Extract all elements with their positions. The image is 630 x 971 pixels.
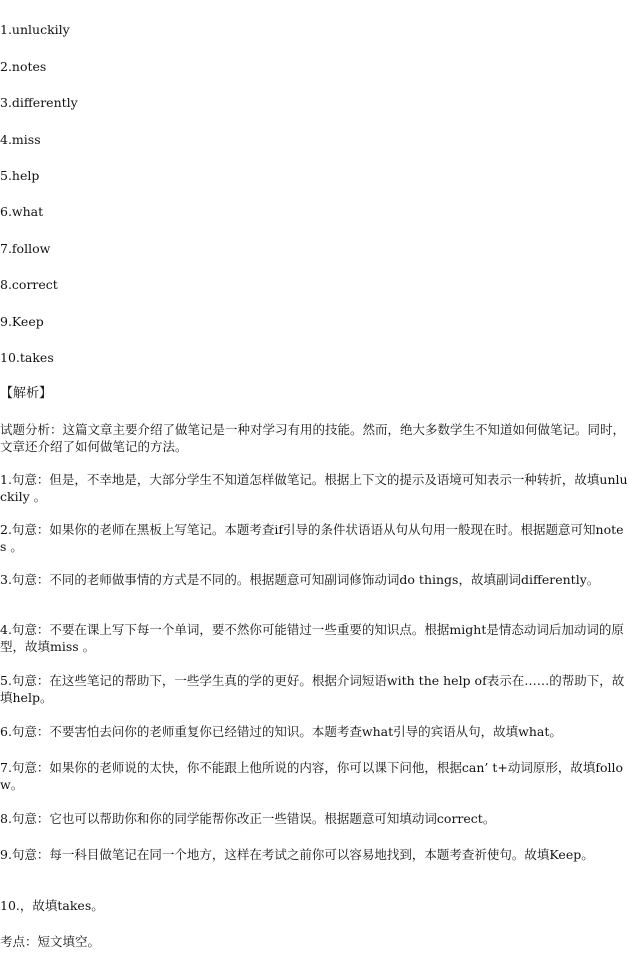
answer-9: 9.Keep [0,314,44,329]
analysis-heading: 【解析】 [0,386,53,401]
answer-3: 3.differently [0,95,78,110]
explanation-10: 10.，故填takes。 [0,898,104,913]
answer-5: 5.help [0,168,40,183]
explanation-1: 1.句意：但是，不幸地是，大部分学生不知道怎样做笔记。根据上下文的提示及语境可知表示一种转折，故填unluckily 。 [0,472,628,504]
explanation-4: 4.句意：不要在课上写下每一个单词，要不然你可能错过一些重要的知识点。根据might是情态动词后加动词的原型，故填miss 。 [0,622,624,654]
answer-10: 10.takes [0,350,54,365]
explanation-5: 5.句意：在这些笔记的帮助下，一些学生真的学的更好。根据介词短语with the help of表示在……的帮助下，故填help。 [0,673,625,705]
answer-8: 8.correct [0,277,58,292]
answer-7: 7.follow [0,241,51,256]
analysis-summary: 试题分析：这篇文章主要介绍了做笔记是一种对学习有用的技能。然而，绝大多数学生不知道如何做笔记。同时，文章还介绍了如何做笔记的方法。 [0,422,626,454]
explanation-3: 3.句意：不同的老师做事情的方式是不同的。根据题意可知副词修饰动词do things，故填副词differently。 [0,572,600,587]
explanation-8: 8.句意：它也可以帮助你和你的同学能帮你改正一些错误。根据题意可知填动词correct。 [0,811,496,826]
explanation-9: 9.句意：每一科目做笔记在同一个地方，这样在考试之前你可以容易地找到，本题考查祈使句。故填Keep。 [0,847,594,862]
explanation-2: 2.句意：如果你的老师在黑板上写笔记。本题考查if引导的条件状语语从句从句用一般现在时。根据题意可知notes 。 [0,522,624,554]
answer-1: 1.unluckily [0,22,70,37]
explanation-7: 7.句意：如果你的老师说的太快，你不能跟上他所说的内容，你可以课下问他，根据can’ t+动词原形，故填follow。 [0,760,624,792]
answer-2: 2.notes [0,59,47,74]
explanation-6: 6.句意：不要害怕去问你的老师重复你已经错过的知识。本题考查what引导的宾语从句，故填what。 [0,724,562,739]
footer-topic: 考点：短文填空。 [0,934,101,949]
answer-6: 6.what [0,204,44,219]
answer-4: 4.miss [0,132,41,147]
